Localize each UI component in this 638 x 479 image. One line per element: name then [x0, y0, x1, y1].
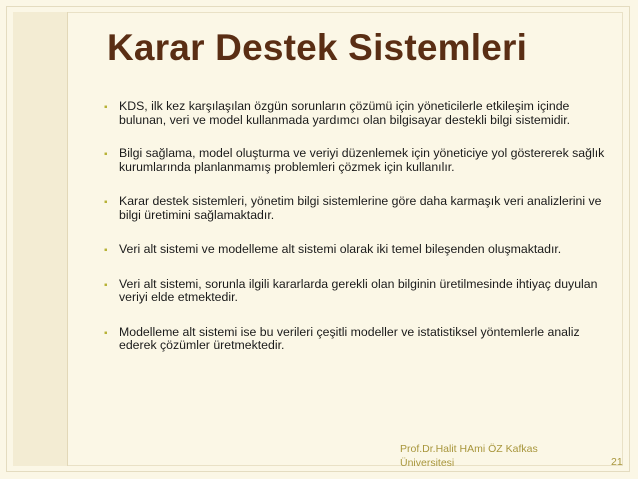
bullet-item — [104, 147, 614, 174]
square-bullet-icon: ▪ — [104, 197, 108, 208]
page-number: 21 — [611, 456, 623, 468]
square-bullet-icon: ▪ — [104, 327, 108, 339]
slide-title: Karar Destek Sistemleri — [107, 27, 528, 68]
bullet-text: Veri alt sistemi ve modelleme alt sistemi olarak iki temel bileşenden oluşmaktadır. — [119, 242, 562, 256]
bullet-text: Bilgi sağlama, model oluşturma ve veriyi düzenlemek için yöneticiye yol göstererek sağlık kurumlarında planlanmamış problemleri çözmek için kullanılır. — [119, 146, 605, 174]
bullet-item — [104, 326, 614, 353]
bullet-item — [104, 243, 614, 257]
decorative-side-line — [67, 12, 68, 466]
bullet-item — [104, 100, 614, 127]
square-bullet-icon: ▪ — [104, 149, 108, 160]
decorative-side-bar — [13, 12, 67, 466]
bullet-text: Veri alt sistemi, sorunla ilgili kararlarda gerekli olan bilginin üretilmesinde ihtiyaç duyulan veriyi elde etmektedir. — [119, 276, 598, 304]
bullet-text: KDS, ilk kez karşılaşılan özgün sorunların çözümü için yöneticilerle etkileşim içinde bulunan, veri ve model kullanmada yardımcı olan bilgisayar destekli bilgi sistemidir. — [119, 99, 571, 127]
square-bullet-icon: ▪ — [104, 245, 108, 256]
bullet-text: Modelleme alt sistemi ise bu verileri çeşitli modeller ve istatistiksel yöntemlerle analiz ederek çözümler üretmektedir. — [119, 324, 580, 352]
bullet-text: Karar destek sistemleri, yönetim bilgi sistemlerine göre daha karmaşık veri analizlerini ve bilgi üretimini sağlamaktadır. — [119, 194, 602, 222]
square-bullet-icon: ▪ — [104, 102, 108, 113]
square-bullet-icon: ▪ — [104, 279, 108, 291]
bullet-item — [104, 195, 614, 222]
bullet-list — [104, 100, 614, 353]
bullet-item — [104, 278, 614, 305]
footer-author: Prof.Dr.Halit HAmi ÖZ Kafkas Üniversitesi — [400, 443, 538, 469]
